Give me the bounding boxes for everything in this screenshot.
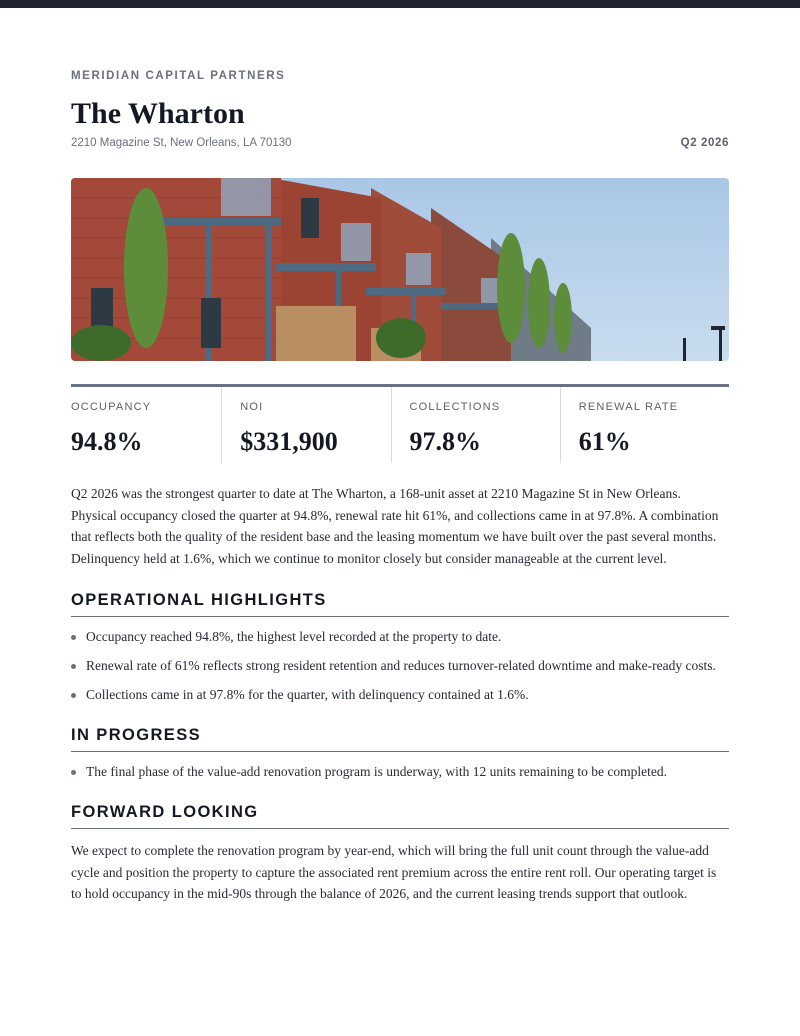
bullet-icon bbox=[71, 693, 76, 698]
list-item-text: The final phase of the value-add renovation program is underway, with 12 units remaining to be completed. bbox=[86, 764, 667, 779]
list-item-text: Collections came in at 97.8% for the quarter, with delinquency contained at 1.6%. bbox=[86, 687, 529, 702]
list-item-text: Occupancy reached 94.8%, the highest level recorded at the property to date. bbox=[86, 629, 502, 644]
kpi-value: 97.8% bbox=[409, 427, 481, 456]
report-quarter: Q2 2026 bbox=[680, 137, 729, 149]
property-address: 2210 Magazine St, New Orleans, LA 70130 bbox=[71, 137, 292, 149]
kpi-label: OCCUPANCY bbox=[71, 401, 152, 413]
property-title: The Wharton bbox=[71, 97, 245, 130]
operational-highlights-section bbox=[71, 591, 729, 704]
section-heading: IN PROGRESS bbox=[71, 726, 729, 752]
list-item-text: Renewal rate of 61% reflects strong resident retention and reduces turnover-related downtime and make-ready costs. bbox=[86, 658, 716, 673]
bullet-list bbox=[71, 627, 729, 704]
in-progress-section bbox=[71, 726, 729, 781]
list-item bbox=[71, 685, 729, 704]
top-accent-bar bbox=[0, 0, 800, 8]
forward-looking-section bbox=[71, 803, 729, 905]
kpi-value: 61% bbox=[578, 427, 631, 456]
intro-paragraph: Q2 2026 was the strongest quarter to date at The Wharton, a 168-unit asset at 2210 Magazine St in New Orleans. Physical occupancy closed the quarter at 94.8%, renewal rate hit 61%, and collections came in at 97.8%. A combination that reflects both the quality of the resident base and the leasing momentum we have built over the past several months. Delinquency held at 1.6%, which we continue to monitor closely but consider manageable at the current level. bbox=[71, 486, 719, 566]
list-item bbox=[71, 656, 729, 675]
kpi-collections bbox=[391, 387, 560, 463]
kpi-row bbox=[71, 387, 729, 463]
property-photo bbox=[71, 178, 729, 361]
list-item bbox=[71, 762, 729, 781]
address-row bbox=[71, 137, 729, 149]
section-heading: OPERATIONAL HIGHLIGHTS bbox=[71, 591, 729, 617]
kpi-occupancy bbox=[71, 387, 221, 463]
section-heading: FORWARD LOOKING bbox=[71, 803, 729, 829]
kpi-value: $331,900 bbox=[240, 427, 338, 456]
kpi-renewal-rate bbox=[560, 387, 729, 463]
kpi-label: RENEWAL RATE bbox=[578, 401, 679, 413]
bullet-icon bbox=[71, 770, 76, 775]
kpi-label: COLLECTIONS bbox=[409, 401, 501, 413]
bullet-icon bbox=[71, 635, 76, 640]
firm-name: MERIDIAN CAPITAL PARTNERS bbox=[71, 70, 286, 82]
kpi-label: NOI bbox=[240, 401, 264, 413]
bullet-icon bbox=[71, 664, 76, 669]
report-page bbox=[0, 70, 800, 905]
list-item bbox=[71, 627, 729, 646]
kpi-noi bbox=[221, 387, 390, 463]
bullet-list bbox=[71, 762, 729, 781]
kpi-value: 94.8% bbox=[71, 427, 143, 456]
forward-paragraph: We expect to complete the renovation program by year-end, which will bring the full unit count through the value-add cycle and position the property to capture the associated rent premium across the entire rent roll. Our operating target is to hold occupancy in the mid-90s through the balance of 2026, and the current leasing trends support that outlook. bbox=[71, 843, 717, 901]
